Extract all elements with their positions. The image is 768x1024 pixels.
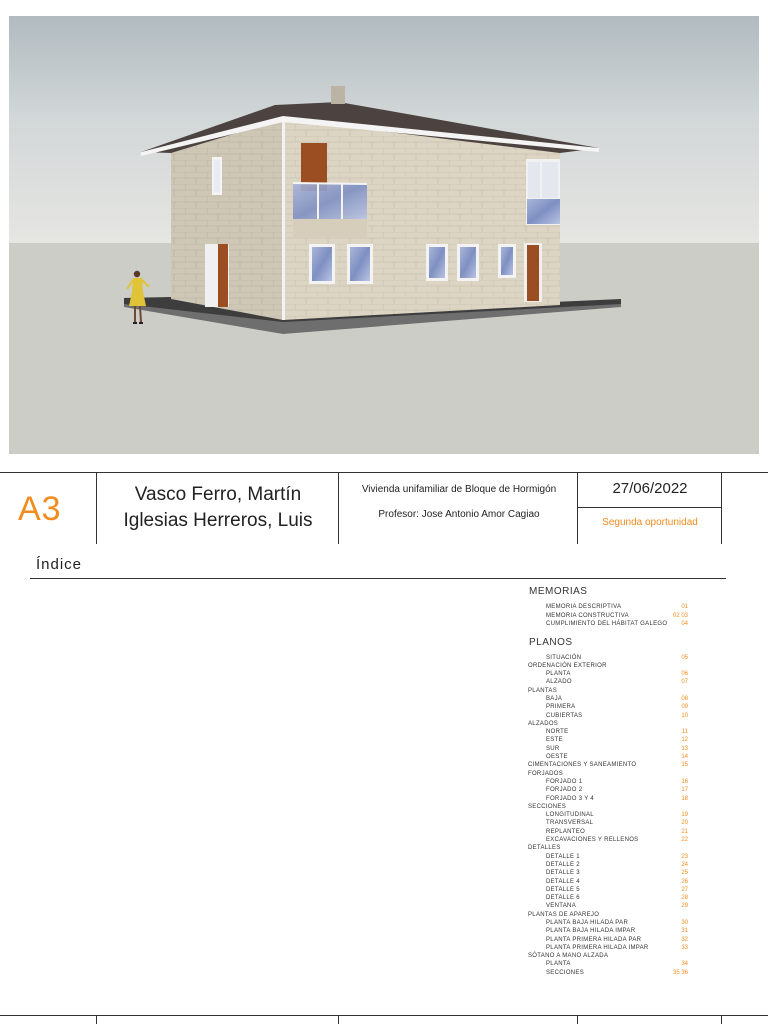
index-section xyxy=(528,586,696,629)
index-entry xyxy=(528,770,696,778)
index-entry xyxy=(528,753,696,761)
index-entry xyxy=(528,861,696,869)
index-entry-label: REPLANTEO xyxy=(546,828,586,835)
index-entry-label: SÓTANO A MANO ALZADA xyxy=(528,953,609,960)
index-entry-label: DETALLE 1 xyxy=(546,853,580,860)
index-entry-label: MEMORIA CONSTRUCTIVA xyxy=(546,612,629,619)
index-entry-page: 14 xyxy=(681,754,688,761)
door-left xyxy=(218,244,228,307)
index-entry xyxy=(528,828,696,836)
index-section-heading: PLANOS xyxy=(529,636,573,648)
index-entry-label: PLANTAS DE APAREJO xyxy=(528,911,600,918)
index-entry-label: PLANTA BAJA HILADA PAR xyxy=(546,920,629,926)
index-entry xyxy=(528,662,696,670)
index-entry xyxy=(528,736,696,744)
index-entry-page: 12 xyxy=(681,737,688,744)
index-entry xyxy=(528,927,696,935)
index-entry xyxy=(528,761,696,769)
index-entry xyxy=(528,620,696,629)
index-entry-page: 02 03 xyxy=(672,612,688,619)
index-entry-label: PLANTA PRIMERA HILADA IMPAR xyxy=(546,944,649,951)
index-entry-page: 17 xyxy=(681,787,688,794)
index-entry-label: MEMORIA DESCRIPTIVA xyxy=(546,604,622,610)
index-entry-page: 34 xyxy=(681,961,688,968)
index-entry-page: 01 xyxy=(681,604,688,610)
index-entry xyxy=(528,886,696,894)
index-entry-label: TRANSVERSAL xyxy=(546,820,594,827)
index-entry-label: PLANTA PRIMERA HILADA PAR xyxy=(546,936,642,943)
index-entry xyxy=(528,795,696,803)
index-entry xyxy=(528,678,696,686)
index-entry-page: 32 xyxy=(681,936,688,943)
index-entry xyxy=(528,703,696,711)
index-entry-label: FORJADOS xyxy=(528,770,564,777)
index-entry-page: 05 xyxy=(681,654,688,661)
index-entry-label: PLANTA xyxy=(546,961,571,968)
index-entry-label: LONGITUDINAL xyxy=(546,812,594,819)
index-entry-page: 24 xyxy=(681,861,688,868)
index-entry-label: CUMPLIMIENTO DEL HÁBITAT GALEGO xyxy=(546,621,668,627)
index-entry-label: NORTE xyxy=(546,729,569,736)
index-entry-page: 10 xyxy=(681,712,688,719)
index-entry xyxy=(528,778,696,786)
index-entry-page: 06 xyxy=(681,671,688,678)
index-entry-label: ALZADOS xyxy=(528,720,559,727)
author-1: Vasco Ferro, Martín xyxy=(134,484,302,505)
index-entry-label: PLANTA xyxy=(546,671,571,678)
index-entry-label: PRIMERA xyxy=(546,704,576,711)
index-entry-page: 11 xyxy=(681,729,688,736)
index-entry xyxy=(528,712,696,720)
downpipe xyxy=(282,122,285,320)
index-entry-label: DETALLE 4 xyxy=(546,878,580,885)
index-entry-page: 28 xyxy=(681,895,688,902)
index-entry xyxy=(528,811,696,819)
sheet-format: A3 xyxy=(18,490,62,528)
index-entry xyxy=(528,695,696,703)
index-entry-label: EXCAVACIONES Y RELLENOS xyxy=(546,837,639,844)
index-entry xyxy=(528,654,696,662)
index-divider xyxy=(30,578,726,579)
index-entry xyxy=(528,853,696,861)
index-entry xyxy=(528,944,696,952)
index-entry-page: 33 xyxy=(681,944,688,951)
index-entry xyxy=(528,803,696,811)
index-entry-page: 04 xyxy=(681,621,688,627)
building-render-image xyxy=(9,16,759,454)
index-entry-page: 08 xyxy=(681,695,688,702)
index-entry-label: FORJADO 3 Y 4 xyxy=(546,795,595,802)
index-entry-page: 20 xyxy=(681,820,688,827)
index-entry xyxy=(528,969,696,977)
index-entry-label: SECCIONES xyxy=(528,803,567,810)
index-title: Índice xyxy=(36,556,83,573)
index-entry-label: ALZADO xyxy=(546,679,572,686)
index-entry-label: DETALLE 3 xyxy=(546,870,580,877)
index-entry-label: PLANTA BAJA HILADA IMPAR xyxy=(546,928,636,935)
index-entry-page: 15 xyxy=(681,762,688,769)
index-entry-label: CIMENTACIONES Y SANEAMIENTO xyxy=(528,762,637,769)
index-entry-label: DETALLE 5 xyxy=(546,886,580,893)
index-entry-page: 07 xyxy=(681,679,688,686)
index-entry-label: CUBIERTAS xyxy=(546,712,583,719)
index-entry xyxy=(528,878,696,886)
index-entry xyxy=(528,919,696,927)
index-entry-page: 13 xyxy=(681,745,688,752)
index-entry-page: 25 xyxy=(681,870,688,877)
index-entry xyxy=(528,603,696,612)
index-entry-label: ORDENACIÓN EXTERIOR xyxy=(528,662,607,669)
index-entry-page: 30 xyxy=(681,920,688,926)
index-entry-page: 22 xyxy=(681,837,688,844)
index-list xyxy=(528,586,696,977)
index-entry-label: SUR xyxy=(546,745,560,752)
index-entry xyxy=(528,786,696,794)
index-entry xyxy=(528,894,696,902)
index-entry-label: ESTE xyxy=(546,737,563,744)
index-entry-page: 29 xyxy=(681,903,688,910)
index-entry-label: SITUACIÓN xyxy=(546,654,582,661)
index-entry-label: DETALLE 2 xyxy=(546,861,580,868)
index-entry xyxy=(528,819,696,827)
author-2: Iglesias Herreros, Luis xyxy=(123,510,313,531)
index-entry-page: 23 xyxy=(681,853,688,860)
index-entry-label: PLANTAS xyxy=(528,687,557,694)
authors xyxy=(100,482,336,534)
index-entry-page: 18 xyxy=(681,795,688,802)
index-entry-page: 21 xyxy=(681,828,688,835)
index-entry-label: SECCIONES xyxy=(546,969,585,976)
door-right xyxy=(527,245,539,301)
chimney xyxy=(331,86,345,104)
index-section-heading: MEMORIAS xyxy=(529,586,588,597)
index-entry-page: 31 xyxy=(681,928,688,935)
index-entry-label: FORJADO 2 xyxy=(546,787,583,794)
index-entry xyxy=(528,952,696,960)
index-entry xyxy=(528,902,696,910)
glass-balcony xyxy=(293,183,367,219)
index-entry xyxy=(528,911,696,919)
index-entry-label: BAJA xyxy=(546,695,563,702)
index-entry-label: VENTANA xyxy=(546,903,576,910)
index-entry xyxy=(528,836,696,844)
index-entry-page: 26 xyxy=(681,878,688,885)
index-section xyxy=(528,637,696,978)
index-entry xyxy=(528,687,696,695)
date: 27/06/2022 xyxy=(612,480,688,497)
index-entry-page: 16 xyxy=(681,778,688,785)
title-block-bottom xyxy=(0,1015,768,1024)
opportunity-label: Segunda oportunidad xyxy=(602,517,698,528)
index-entry xyxy=(528,720,696,728)
project-title: Vivienda unifamiliar de Bloque de Hormigón xyxy=(361,484,557,495)
index-entry xyxy=(528,844,696,852)
index-entry-page: 35 36 xyxy=(672,969,688,976)
index-entry xyxy=(528,612,696,621)
title-block xyxy=(0,472,768,544)
index-entry xyxy=(528,670,696,678)
index-entry-label: OESTE xyxy=(546,754,568,761)
index-entry-label: FORJADO 1 xyxy=(546,778,583,785)
index-entry xyxy=(528,936,696,944)
index-entry-page: 19 xyxy=(681,812,688,819)
index-entry xyxy=(528,869,696,877)
index-entry-label: DETALLE 6 xyxy=(546,895,580,902)
index-entry-label: DETALLES xyxy=(528,845,561,852)
index-entry xyxy=(528,960,696,968)
professor: Profesor: Jose Antonio Amor Cagiao xyxy=(378,509,540,520)
index-entry-page: 09 xyxy=(681,704,688,711)
index-entry-page: 27 xyxy=(681,886,688,893)
index-entry xyxy=(528,728,696,736)
index-entry xyxy=(528,745,696,753)
